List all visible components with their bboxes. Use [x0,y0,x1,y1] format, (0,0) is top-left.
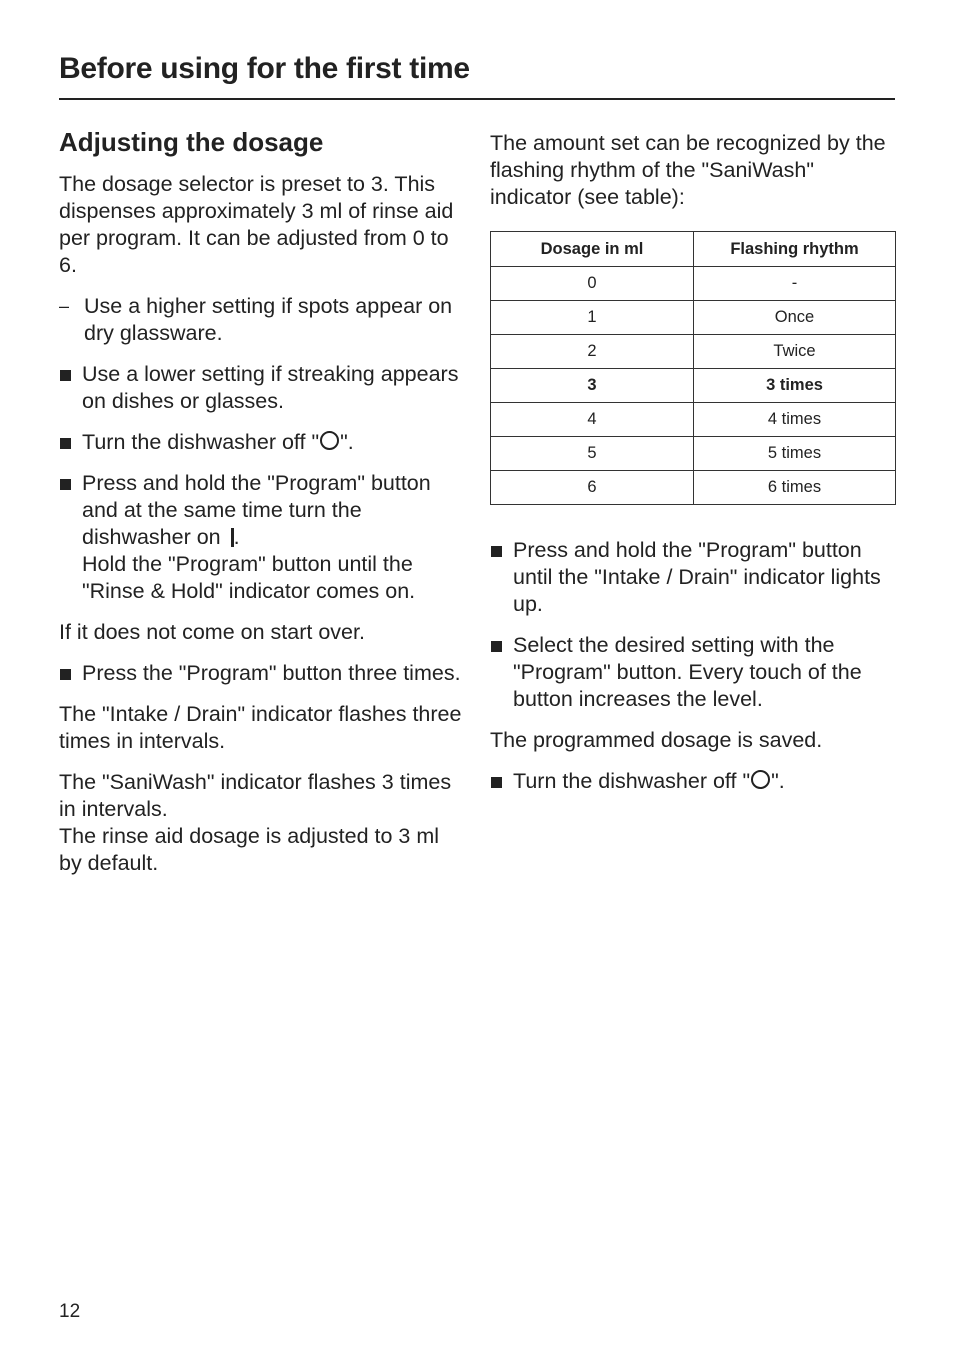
table-intro-paragraph: The amount set can be recognized by the flashing rhythm of the "SaniWash" indicator (see table): [490,131,886,209]
bullet-lower-setting [59,361,464,415]
table-row [491,471,896,505]
restart-paragraph: If it does not come on start over. [59,620,365,644]
bullet-square-icon [60,479,71,490]
table-row [491,267,896,301]
table-cell-dosage: 1 [491,301,694,335]
left-column [59,127,464,891]
table-header-rhythm: Flashing rhythm [694,232,896,267]
bullet-text-post: ". [340,430,354,454]
bullet-select-setting [490,632,896,713]
page-number: 12 [59,1301,81,1322]
saved-paragraph: The programmed dosage is saved. [490,728,823,752]
table-row [491,335,896,369]
right-column [490,130,896,809]
bullet-square-icon [60,370,71,381]
table-cell-rhythm: 6 times [694,471,896,505]
dash-item-higher-setting [59,293,464,347]
table-cell-dosage: 4 [491,403,694,437]
bullet-text: Press and hold the "Program" button until the "Intake / Drain" indicator lights up. [513,538,881,616]
bullet-text-post: . [233,525,240,549]
table-cell-dosage: 3 [491,369,694,403]
bullet-turn-off-final [490,768,896,795]
bullet-text: Use a lower setting if streaking appears on dishes or glasses. [82,362,459,413]
page-title: Before using for the first time [59,52,470,85]
saniwash-paragraph: The "SaniWash" indicator flashes 3 times in intervals. [59,770,452,821]
table-cell-rhythm: Twice [694,335,896,369]
bullet-text-pre: Press and hold the "Program" button and at the same time turn the dishwasher on [82,471,431,549]
bullet-square-icon [60,669,71,680]
bullet-square-icon [491,641,502,652]
table-row [491,437,896,471]
table-cell-rhythm: - [694,267,896,301]
bullet-turn-off [59,429,464,456]
table-header-row [491,232,896,267]
power-off-icon [751,770,770,789]
bullet-text-post: ". [771,769,785,793]
table-cell-dosage: 6 [491,471,694,505]
table-cell-rhythm: 5 times [694,437,896,471]
table-row-default [491,369,896,403]
bullet-text: Press the "Program" button three times. [82,661,461,685]
table-cell-dosage: 2 [491,335,694,369]
default-dosage-paragraph: The rinse aid dosage is adjusted to 3 ml by default. [59,824,440,875]
table-cell-rhythm: Once [694,301,896,335]
section-heading: Adjusting the dosage [59,127,324,157]
intro-paragraph: The dosage selector is preset to 3. This dispenses approximately 3 ml of rinse aid per program. It can be adjusted from 0 to 6. [59,172,454,277]
table-row [491,301,896,335]
bullet-square-icon [60,438,71,449]
dash-marker: – [59,296,70,316]
table-header-dosage: Dosage in ml [491,232,694,267]
table-cell-dosage: 5 [491,437,694,471]
bullet-text-pre: Turn the dishwasher off " [513,769,751,793]
bullet-square-icon [491,777,502,788]
table-cell-dosage: 0 [491,267,694,301]
bullet-press-hold [59,470,464,605]
table-cell-rhythm: 3 times [694,369,896,403]
intake-drain-paragraph: The "Intake / Drain" indicator flashes three times in intervals. [59,702,462,753]
title-rule [59,98,895,100]
bullet-press-three-times [59,660,464,687]
power-off-icon [320,431,339,450]
dash-item-text: Use a higher setting if spots appear on dry glassware. [84,294,453,345]
table-cell-rhythm: 4 times [694,403,896,437]
table-row [491,403,896,437]
bullet-text-pre: Turn the dishwasher off " [82,430,320,454]
bullet-text: Select the desired setting with the "Program" button. Every touch of the button increases the level. [513,633,862,711]
bullet-text-line2: Hold the "Program" button until the "Rinse & Hold" indicator comes on. [82,552,416,603]
bullet-square-icon [491,546,502,557]
bullet-press-hold-intake [490,537,896,618]
dosage-table [490,231,896,505]
